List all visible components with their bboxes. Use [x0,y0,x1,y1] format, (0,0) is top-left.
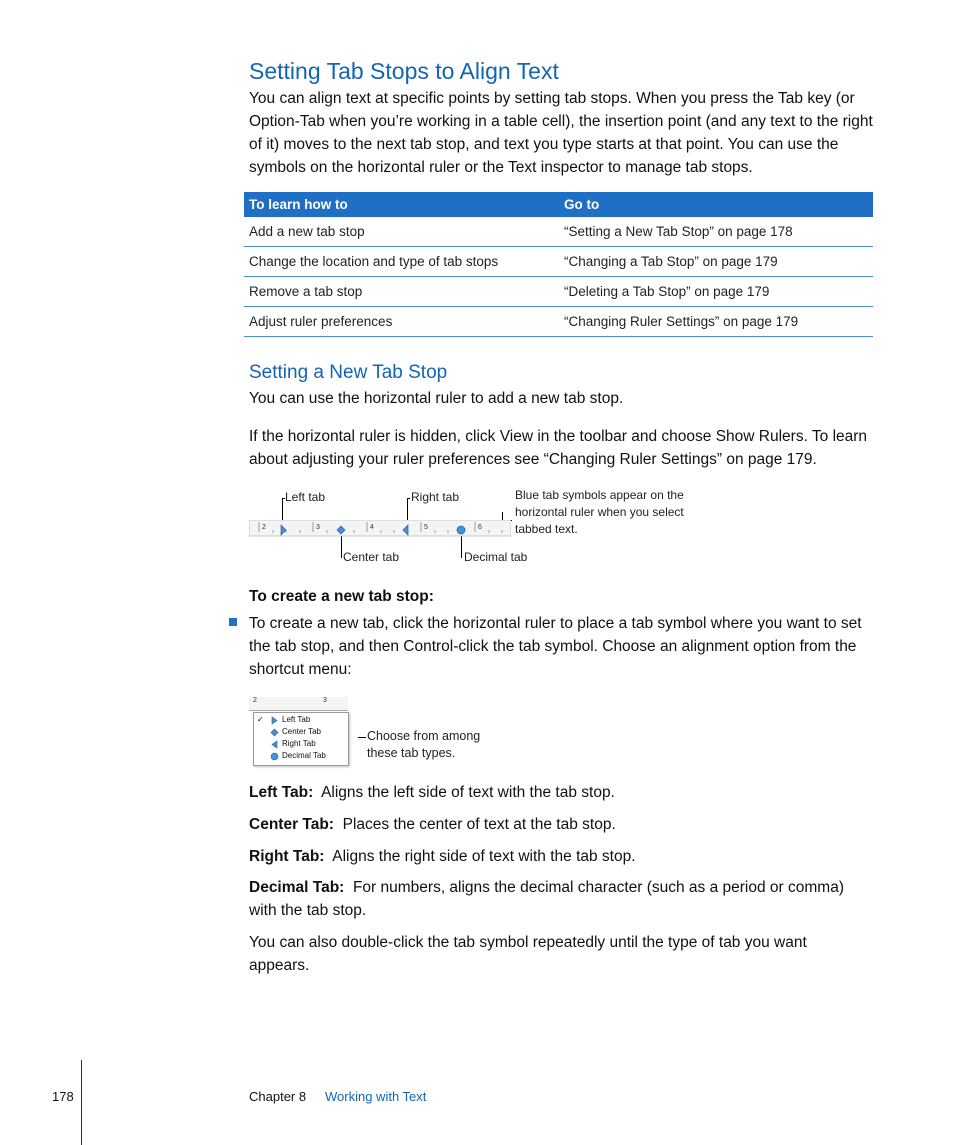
left-tab-icon [270,716,279,725]
table-cell-task: Remove a tab stop [244,277,559,307]
ruler-note: Blue tab symbols appear on the horizontal ruler when you select tabbed text. [515,488,684,536]
table-row [244,307,873,337]
definition-text: Places the center of text at the tab stop. [342,816,616,833]
decimal-tab-label: Decimal tab [464,550,528,564]
closing-paragraph: You can also double-click the tab symbol repeatedly until the type of tab you want appears. [249,934,807,974]
ruler-tick-label: 6 [478,524,482,531]
ruler-tick-label: 2 [262,524,266,531]
table-cell-link[interactable]: “Changing a Tab Stop” on page 179 [559,247,873,277]
ruler-figure [249,486,689,566]
footer-divider [81,1060,82,1145]
table-row [244,247,873,277]
definition-right-tab [249,845,874,868]
decimal-tab-icon[interactable] [457,526,465,534]
table-cell-task: Adjust ruler preferences [244,307,559,337]
page-title: Setting Tab Stops to Align Text [249,58,559,84]
footer-chapter-title[interactable]: Working with Text [325,1089,427,1104]
center-tab-label: Center tab [343,550,400,564]
ruler-tick-label: 4 [370,524,374,531]
menu-note: Choose from among these tab types. [367,729,481,760]
bullet-paragraph: To create a new tab, click the horizontal ruler to place a tab symbol where you want to set the tab stop, and then Control-click the tab symbol. Choose an alignment option from the shortcut menu: [249,615,862,678]
definition-center-tab [249,813,874,836]
definition-left-tab [249,781,874,804]
paragraph: You can use the horizontal ruler to add a new tab stop. [249,390,624,407]
paragraph: If the horizontal ruler is hidden, click View in the toolbar and choose Show Rulers. To learn about adjusting your ruler preferences see “Changing Ruler Settings” on page 179. [249,428,868,468]
definition-term: Decimal Tab: [249,879,345,896]
right-tab-label: Right tab [411,490,460,504]
step-heading: To create a new tab stop: [249,588,434,605]
decimal-tab-icon [270,752,279,761]
definition-text: Aligns the right side of text with the tab stop. [332,848,636,865]
ruler-tick-label: 2 [253,697,257,704]
checkmark-icon: ✓ [257,715,264,724]
table-cell-link[interactable]: “Setting a New Tab Stop” on page 178 [559,217,873,247]
table-row [244,217,873,247]
table-header-cell: Go to [559,192,873,217]
shortcut-menu [253,712,349,766]
right-tab-icon [270,740,279,749]
section-heading: Setting a New Tab Stop [249,362,448,383]
table-header-cell: To learn how to [244,192,559,217]
menu-item-label: Right Tab [282,739,316,748]
menu-callout-line [358,737,366,738]
table-header-row [244,192,873,217]
definition-term: Center Tab: [249,816,334,833]
mini-ruler [249,697,348,711]
table-row [244,277,873,307]
menu-item-label: Decimal Tab [282,751,326,760]
menu-item-label: Left Tab [282,715,311,724]
menu-item-label: Center Tab [282,727,321,736]
table-cell-task: Add a new tab stop [244,217,559,247]
horizontal-ruler[interactable] [249,520,511,537]
reference-table [244,192,873,337]
ruler-tick-label: 5 [424,524,428,531]
definition-term: Left Tab: [249,784,314,801]
definition-text: Aligns the left side of text with the tab stop. [321,784,615,801]
footer-chapter: Chapter 8 [249,1089,307,1104]
tab-type-menu-figure [249,697,349,765]
definition-text: For numbers, aligns the decimal character (such as a period or comma) with the tab stop. [249,879,844,919]
center-tab-icon [270,728,279,737]
definition-decimal-tab [249,876,874,922]
bullet-square-icon [229,618,237,626]
table-cell-link[interactable]: “Deleting a Tab Stop” on page 179 [559,277,873,307]
ruler-tick-label: 3 [323,697,327,704]
ruler-tick-label: 3 [316,524,320,531]
intro-paragraph: You can align text at specific points by setting tab stops. When you press the Tab key (or Option-Tab when you’re working in a table cell), the insertion point (and any text to the right of it) moves to the next tab stop, and text you type starts at that point. You can use the symbols on the horizontal ruler or the Text inspector to manage tab stops. [249,90,873,176]
table-cell-link[interactable]: “Changing Ruler Settings” on page 179 [559,307,873,337]
table-cell-task: Change the location and type of tab stops [244,247,559,277]
page-number: 178 [52,1089,74,1104]
definition-term: Right Tab: [249,848,325,865]
left-tab-label: Left tab [285,490,326,504]
